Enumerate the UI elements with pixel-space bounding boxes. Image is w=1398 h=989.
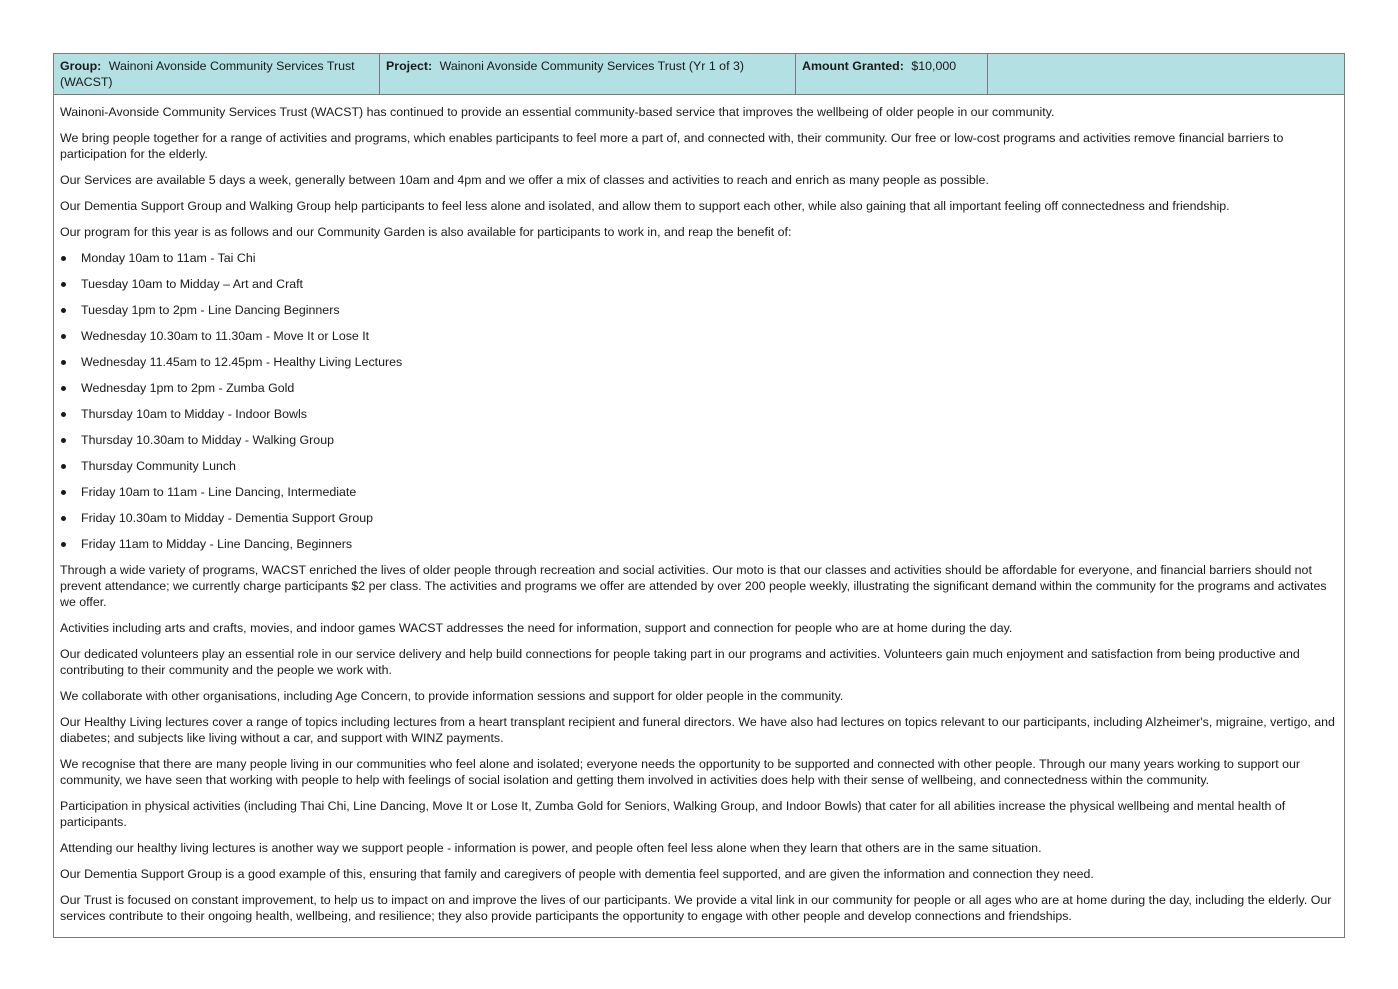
list-item: Friday 10.30am to Midday - Dementia Support Group: [60, 510, 1338, 526]
group-cell: [54, 54, 380, 94]
project-cell: [380, 54, 796, 94]
list-item: Thursday 10.30am to Midday - Walking Group: [60, 432, 1338, 448]
program-list: [60, 250, 1338, 552]
list-item: Wednesday 1pm to 2pm - Zumba Gold: [60, 380, 1338, 396]
amount-label: Amount Granted:: [802, 59, 904, 73]
paragraph: Our dedicated volunteers play an essential role in our service delivery and help build connections for people taking part in our programs and activities. Volunteers gain much enjoyment and satisfaction from being productive and contributing to their community and the people we work with.: [60, 647, 1300, 677]
list-item: Monday 10am to 11am - Tai Chi: [60, 250, 1338, 266]
list-item: Thursday 10am to Midday - Indoor Bowls: [60, 406, 1338, 422]
paragraph: Activities including arts and crafts, movies, and indoor games WACST addresses the need for information, support and connection for people who are at home during the day.: [60, 621, 1013, 635]
list-item: Friday 10am to 11am - Line Dancing, Intermediate: [60, 484, 1338, 500]
paragraph: We bring people together for a range of activities and programs, which enables participants to feel more a part of, and connected with, their community. Our free or low-cost programs and activities remove financial barriers to participation for the elderly.: [60, 131, 1284, 161]
project-label: Project:: [386, 59, 433, 73]
list-item: Tuesday 10am to Midday – Art and Craft: [60, 276, 1338, 292]
list-item: Tuesday 1pm to 2pm - Line Dancing Beginners: [60, 302, 1338, 318]
paragraph: Our Healthy Living lectures cover a range of topics including lectures from a heart transplant recipient and funeral directors. We have also had lectures on topics relevant to our participants, including Alzheimer's, migraine, vertigo, and diabetes; and subjects like living without a car, and support with WINZ payments.: [60, 715, 1335, 745]
paragraph: Our Trust is focused on constant improvement, to help us to impact on and improve the lives of our participants. We provide a vital link in our community for people or all ages who are at home during the day, including the elderly. Our services contribute to their ongoing health, wellbeing, and resilience; they also provide participants the opportunity to engage with other people and develop connections and friendships.: [60, 893, 1332, 923]
report-body: [54, 95, 1344, 924]
paragraph: Our Dementia Support Group and Walking Group help participants to feel less alone and isolated, and allow them to support each other, while also gaining that all important feeling off connectedness and friendship.: [60, 199, 1230, 213]
amount-cell: [796, 54, 988, 94]
paragraph: Attending our healthy living lectures is another way we support people - information is power, and people often feel less alone when they learn that others are in the same situation.: [60, 841, 1042, 855]
paragraph: We collaborate with other organisations, including Age Concern, to provide information sessions and support for older people in the community.: [60, 689, 844, 703]
list-item: Wednesday 10.30am to 11.30am - Move It or Lose It: [60, 328, 1338, 344]
paragraph: Our Services are available 5 days a week, generally between 10am and 4pm and we offer a mix of classes and activities to reach and enrich as many people as possible.: [60, 173, 989, 187]
header-row: [54, 54, 1344, 95]
empty-header-cell: [988, 54, 1344, 94]
list-item: Friday 11am to Midday - Line Dancing, Beginners: [60, 536, 1338, 552]
paragraph: Through a wide variety of programs, WACST enriched the lives of older people through recreation and social activities. Our moto is that our classes and activities should be affordable for everyone, and financial barriers should not prevent attendance; we currently charge participants $2 per class. The activities and programs we offer are attended by over 200 people weekly, illustrating the significant demand within the community for the programs and activates we offer.: [60, 563, 1327, 609]
group-value: Wainoni Avonside Community Services Trust (WACST): [60, 59, 355, 89]
group-label: Group:: [60, 59, 102, 73]
paragraph: Our program for this year is as follows and our Community Garden is also available for participants to work in, and reap the benefit of:: [60, 225, 792, 239]
project-value: Wainoni Avonside Community Services Trust (Yr 1 of 3): [439, 59, 744, 73]
funding-report-table: [53, 53, 1345, 938]
paragraph: Our Dementia Support Group is a good example of this, ensuring that family and caregivers of people with dementia feel supported, and are given the information and connection they need.: [60, 867, 1094, 881]
amount-value: $10,000: [911, 59, 957, 73]
list-item: Wednesday 11.45am to 12.45pm - Healthy Living Lectures: [60, 354, 1338, 370]
paragraph: Participation in physical activities (including Thai Chi, Line Dancing, Move It or Lose It, Zumba Gold for Seniors, Walking Group, and Indoor Bowls) that cater for all abilities increase the physical wellbeing and mental health of participants.: [60, 799, 1286, 829]
paragraph: Wainoni-Avonside Community Services Trust (WACST) has continued to provide an essential community-based service that improves the wellbeing of older people in our community.: [60, 105, 1055, 119]
paragraph: We recognise that there are many people living in our communities who feel alone and isolated; everyone needs the opportunity to be supported and connected with other people. Through our many years working to support our community, we have seen that working with people to help with feelings of social isolation and getting them involved in activities does help with their sense of wellbeing, and connectedness within the community.: [60, 757, 1301, 787]
list-item: Thursday Community Lunch: [60, 458, 1338, 474]
